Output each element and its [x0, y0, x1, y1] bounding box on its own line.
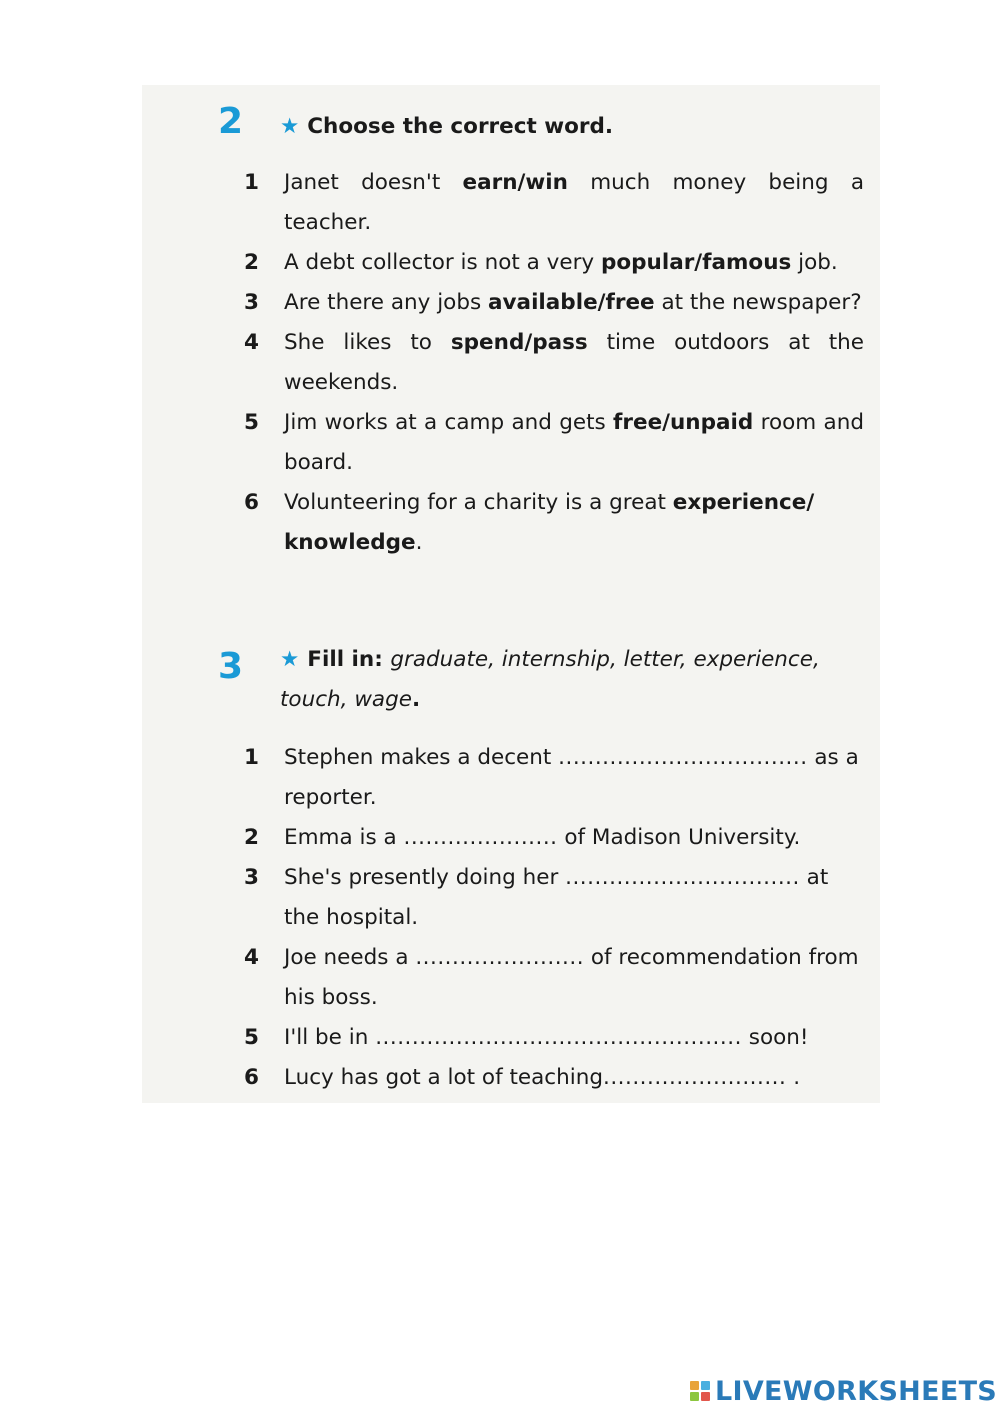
- item-number: 4: [244, 945, 259, 970]
- star-icon: ★: [280, 114, 300, 139]
- exercise-instruction: ★ Fill in: graduate, internship, letter, experience, touch, wage.: [280, 647, 820, 712]
- answer-blank[interactable]: ..................................: [558, 745, 808, 770]
- exercise-items: [244, 738, 864, 1098]
- logo-mark-icon: [690, 1381, 710, 1401]
- list-item: 1 Janet doesn't earn/win much money being a teacher.: [244, 163, 864, 243]
- item-number: 3: [244, 865, 259, 890]
- answer-blank[interactable]: ................................: [565, 865, 800, 890]
- liveworksheets-logo[interactable]: [690, 1373, 997, 1409]
- item-number: 6: [244, 490, 259, 515]
- list-item: 3 Are there any jobs available/free at the newspaper?: [244, 283, 864, 323]
- word-bank: graduate, internship, letter, experience, touch, wage: [280, 647, 820, 712]
- list-item: 5 Jim works at a camp and gets free/unpaid room and board.: [244, 403, 864, 483]
- word-choice[interactable]: free/unpaid: [613, 410, 754, 435]
- list-item: 1 Stephen makes a decent .................................. as a reporter.: [244, 738, 864, 818]
- answer-blank[interactable]: .........................: [603, 1065, 787, 1090]
- list-item: 6 Volunteering for a charity is a great experience/ knowledge.: [244, 483, 864, 563]
- answer-blank[interactable]: .....................: [403, 825, 558, 850]
- word-choice[interactable]: earn/win: [462, 170, 568, 195]
- list-item: 4 She likes to spend/pass time outdoors at the weekends.: [244, 323, 864, 403]
- word-choice[interactable]: spend/pass: [450, 330, 588, 355]
- exercise-number: 3: [218, 646, 244, 687]
- exercise-items: [244, 163, 864, 563]
- exercise-number: 2: [218, 101, 244, 142]
- exercise-instruction: ★ Choose the correct word.: [280, 114, 614, 139]
- logo-text: LIVEWORKSHEETS: [715, 1375, 998, 1407]
- word-choice[interactable]: popular/famous: [600, 250, 792, 275]
- list-item: 2 A debt collector is not a very popular/famous job.: [244, 243, 864, 283]
- word-choice[interactable]: available/free: [488, 290, 655, 315]
- word-choice[interactable]: experience/ knowledge: [284, 490, 815, 555]
- item-number: 5: [244, 1025, 259, 1050]
- answer-blank[interactable]: ..................................................: [375, 1025, 742, 1050]
- list-item: 4 Joe needs a ....................... of recommendation from his boss.: [244, 938, 864, 1018]
- item-number: 1: [244, 170, 259, 195]
- star-icon: ★: [280, 647, 300, 672]
- item-number: 2: [244, 825, 259, 850]
- item-number: 6: [244, 1065, 259, 1090]
- answer-blank[interactable]: .......................: [415, 945, 585, 970]
- list-item: 6 Lucy has got a lot of teaching......................... .: [244, 1058, 864, 1098]
- item-number: 1: [244, 745, 259, 770]
- list-item: 3 She's presently doing her ................................ at the hospital.: [244, 858, 864, 938]
- item-number: 2: [244, 250, 259, 275]
- item-number: 3: [244, 290, 259, 315]
- list-item: 2 Emma is a ..................... of Madison University.: [244, 818, 864, 858]
- list-item: 5 I'll be in .................................................. soon!: [244, 1018, 864, 1058]
- item-number: 5: [244, 410, 259, 435]
- item-number: 4: [244, 330, 259, 355]
